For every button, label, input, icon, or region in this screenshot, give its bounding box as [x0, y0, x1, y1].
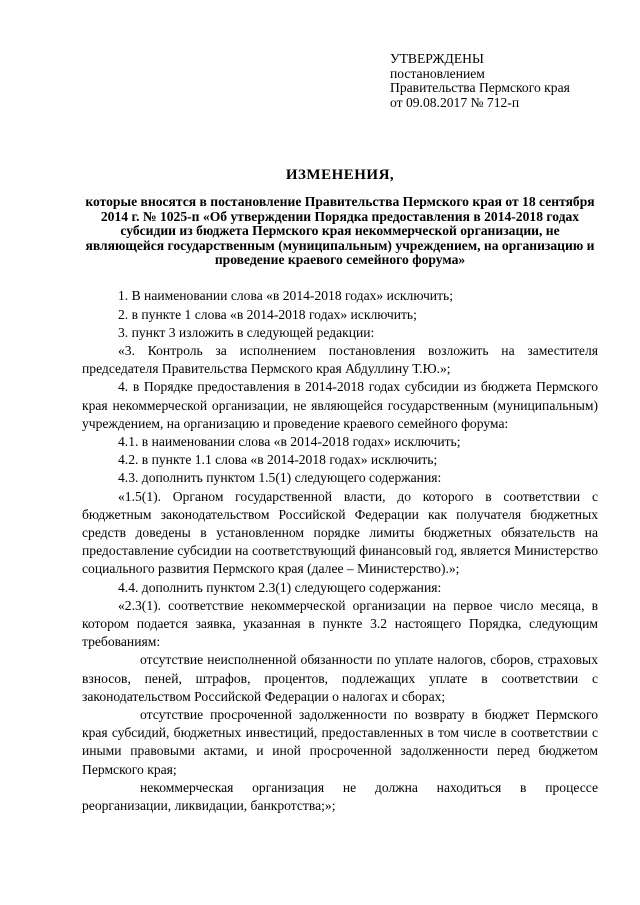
approval-line-2: постановлением [390, 65, 485, 81]
document-title: ИЗМЕНЕНИЯ, [285, 167, 395, 184]
paragraph-6: 4.1. в наименовании слова «в 2014-2018 годах» исключить; [118, 434, 461, 450]
approval-line-1: УТВЕРЖДЕНЫ [390, 51, 484, 66]
approval-stamp [390, 52, 598, 110]
paragraph-8: 4.3. дополнить пунктом 1.5(1) следующего содержания: [118, 470, 442, 486]
approval-line-3: Правительства Пермского края [390, 80, 570, 96]
paragraph-13: отсутствие просроченной задолженности по возврату в бюджет Пермского края субсидий, бюджетных инвестиций, предоставленных в том числе в соответствии с иными правовыми актами, и иной просроченной задолженности перед бюджетом Пермского края; [82, 707, 598, 777]
document-subtitle: которые вносятся в постановление Правительства Пермского края от 18 сентября 2014 г. № 1025-п «Об утверждении Порядка предоставления в 2014-2018 годах субсидии из бюджета Пермского края некоммерческой организации, не являющейся государственным (муниципальным) учреждением, на организацию и проведение краевого семейного форума» [85, 194, 595, 267]
paragraph-2: 2. в пункте 1 слова «в 2014-2018 годах» исключить; [118, 306, 417, 322]
paragraph-5: 4. в Порядке предоставления в 2014-2018 годах субсидии из бюджета Пермского края некоммерческой организации, не являющейся государственным (муниципальным) учреждением, на организацию и проведение краевого семейного форума: [82, 379, 598, 431]
paragraph-10: 4.4. дополнить пунктом 2.3(1) следующего содержания: [118, 579, 442, 595]
paragraph-7: 4.2. в пункте 1.1 слова «в 2014-2018 годах» исключить; [118, 452, 438, 468]
paragraph-14: некоммерческая организация не должна находиться в процессе реорганизации, ликвидации, банкротства;»; [82, 779, 598, 814]
document-body [82, 287, 598, 815]
paragraph-9: «1.5(1). Органом государственной власти, до которого в соответствии с бюджетным законодательством Российской Федерации как получателя бюджетных средств доведены в установленном порядке лимиты бюджетных обязательств на предоставление субсидии на соответствующий финансовый год, является Министерство социального развития Пермского края (далее – Министерство).»; [82, 488, 598, 577]
paragraph-3: 3. пункт 3 изложить в следующей редакции: [118, 324, 375, 340]
paragraph-1: 1. В наименовании слова «в 2014-2018 годах» исключить; [118, 288, 453, 304]
paragraph-4: «3. Контроль за исполнением постановления возложить на заместителя председателя Правительства Пермского края Абдуллину Т.Ю.»; [82, 343, 598, 377]
approval-line-4: от 09.08.2017 № 712-п [390, 94, 520, 110]
paragraph-11: «2.3(1). соответствие некоммерческой организации на первое число месяца, в котором подается заявка, указанная в пункте 3.2 настоящего Порядка, следующим требованиям: [82, 597, 598, 650]
paragraph-12: отсутствие неисполненной обязанности по уплате налогов, сборов, страховых взносов, пеней, штрафов, процентов, подлежащих уплате в соответствии с законодательством Российской Федерации о налогах и сборах; [82, 652, 598, 704]
